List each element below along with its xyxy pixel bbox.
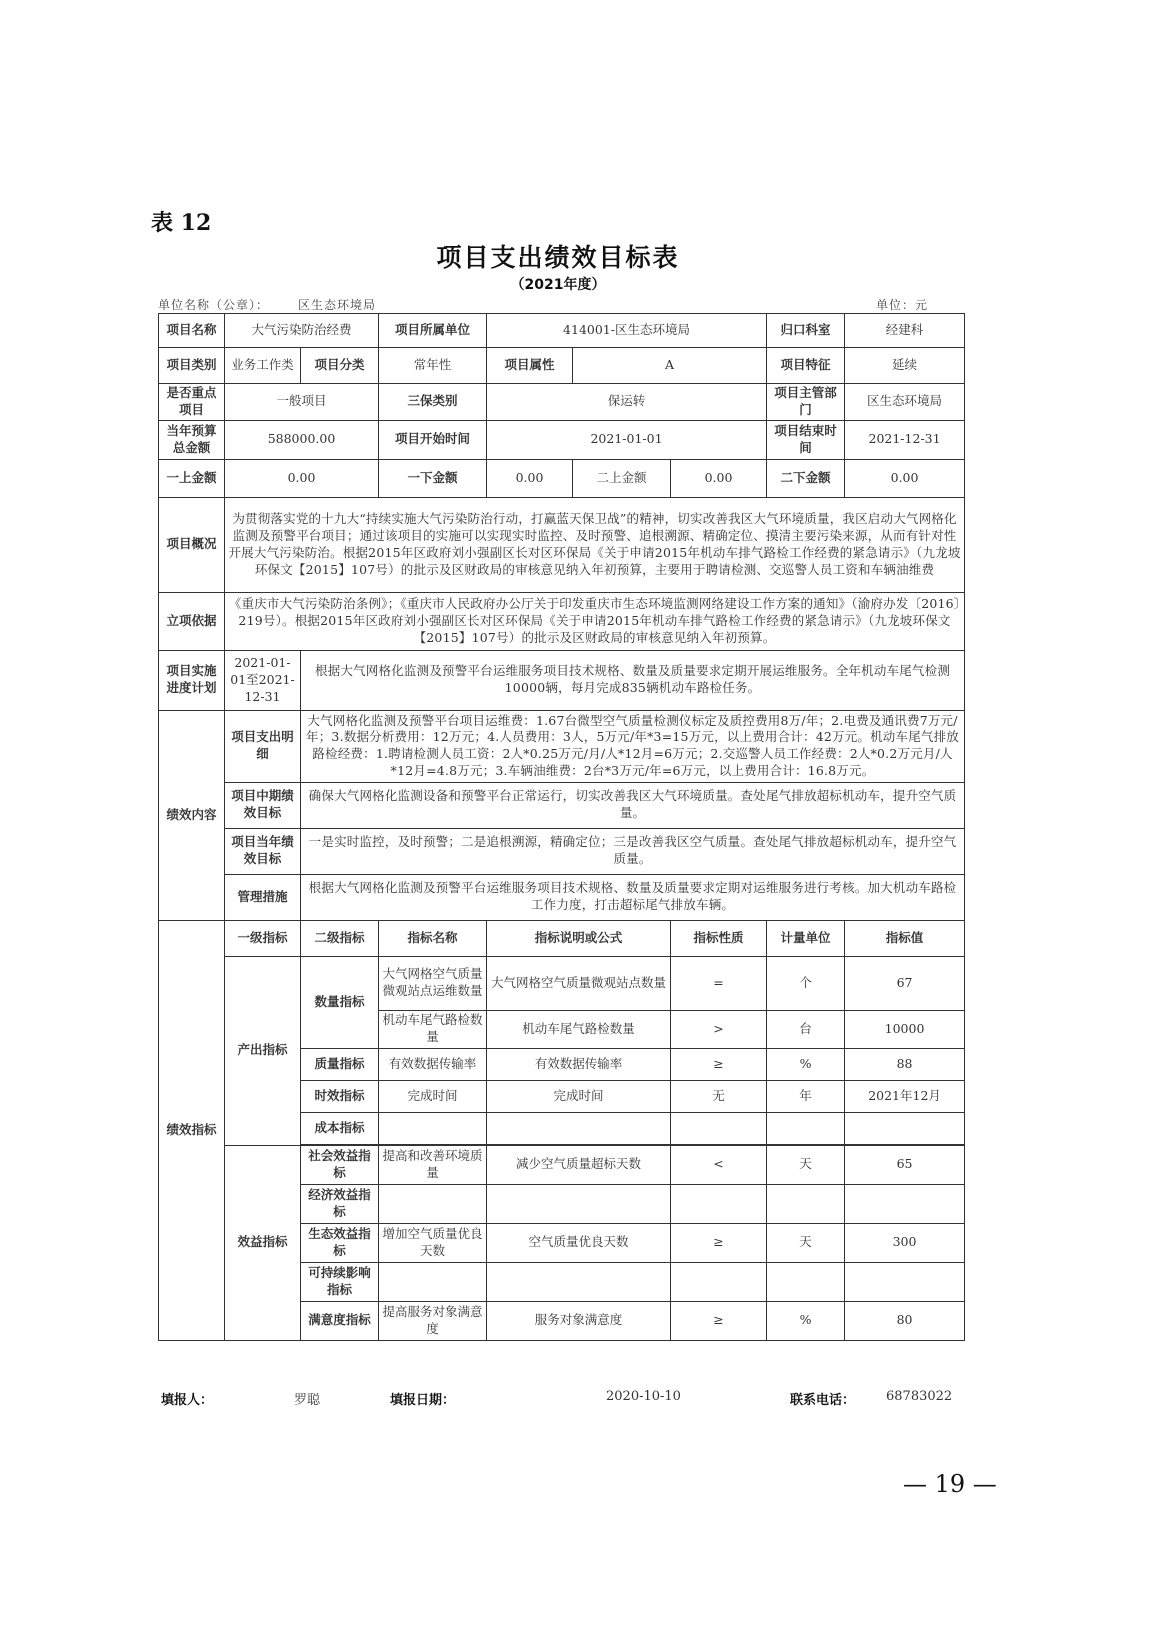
label-up2: 二上金额 [573, 459, 671, 497]
level2-economic: 经济效益指标 [301, 1184, 379, 1223]
indicator-name-empty [379, 1262, 487, 1301]
fill-date: 2020-10-10 [606, 1389, 681, 1404]
label-down2: 二下金额 [767, 459, 845, 497]
project-unit: 414001-区生态环境局 [487, 314, 767, 348]
indicator-value: 10000 [845, 1010, 965, 1048]
label-mid-target: 项目中期绩效目标 [225, 782, 301, 828]
label-classification: 项目分类 [301, 348, 379, 384]
key-project: 一般项目 [225, 384, 379, 421]
indicator-value: 2021年12月 [845, 1080, 965, 1112]
label-category: 项目类别 [159, 348, 225, 384]
indicator-desc-empty [487, 1112, 671, 1144]
label-authority: 项目主管部门 [767, 384, 845, 421]
label-key-project: 是否重点项目 [159, 384, 225, 421]
up2-amount: 0.00 [671, 459, 767, 497]
label-start-time: 项目开始时间 [379, 420, 487, 459]
year-target: 一是实时监控，及时预警；二是追根溯源，精确定位；三是改善我区空气质量。查处尾气排放超标机动车，提升空气质量。 [301, 828, 965, 874]
header-value: 指标值 [845, 920, 965, 956]
indicator-nature: < [671, 1145, 767, 1184]
expense-detail: 大气网格化监测及预警平台项目运维费：1.67台微型空气质量检测仪标定及质控费用8万/年；2.电费及通讯费7万元/年；3.数据分析费用：12万元；4.人员费用：3人，5万元/年*3=15万元，以上费用合计：42万元。机动车尾气排放路检经费：1.聘请检测人员工资：2人*0.25万元/月/人*12月=6万元；2.交巡警人员工作经费：2人*0.2万元月/人*12月=4.8万元；3.车辆油维费：2台*3万元/年=6万元，以上费用合计：16.8万元。 [301, 710, 965, 782]
indicator-name: 大气网格空气质量微观站点运维数量 [379, 956, 487, 1010]
indicator-desc: 空气质量优良天数 [487, 1223, 671, 1262]
level1-output: 产出指标 [225, 956, 301, 1145]
label-project-unit: 项目所属单位 [379, 314, 487, 348]
level2-cost: 成本指标 [301, 1112, 379, 1144]
mid-target: 确保大气网格化监测设备和预警平台正常运行，切实改善我区大气环境质量。查处尾气排放超标机动车，提升空气质量。 [301, 782, 965, 828]
indicator-nature: ≥ [671, 1048, 767, 1080]
indicator-unit-empty [767, 1112, 845, 1144]
label-up1: 一上金额 [159, 459, 225, 497]
header-description: 指标说明或公式 [487, 920, 671, 956]
label-overview: 项目概况 [159, 497, 225, 592]
indicator-value-empty [845, 1262, 965, 1301]
project-name: 大气污染防治经费 [225, 314, 379, 348]
indicator-name: 提高服务对象满意度 [379, 1301, 487, 1340]
indicator-name: 完成时间 [379, 1080, 487, 1112]
level2-sustainable: 可持续影响指标 [301, 1262, 379, 1301]
label-attribute: 项目属性 [487, 348, 573, 384]
dept: 经建科 [845, 314, 965, 348]
end-time: 2021-12-31 [845, 420, 965, 459]
indicator-desc-empty [487, 1184, 671, 1223]
indicator-name: 机动车尾气路检数量 [379, 1010, 487, 1048]
indicator-unit: 天 [767, 1223, 845, 1262]
indicator-nature: = [671, 956, 767, 1010]
indicator-nature-empty [671, 1112, 767, 1144]
form-year: （2021年度） [510, 277, 606, 293]
level2-quantity: 数量指标 [301, 956, 379, 1048]
down2-amount: 0.00 [845, 459, 965, 497]
indicator-value: 80 [845, 1301, 965, 1340]
management: 根据大气网格化监测及预警平台运维服务项目技术规格、数量及质量要求定期对运维服务进行考核。加大机动车路检工作力度，打击超标尾气排放车辆。 [301, 874, 965, 920]
indicator-unit-empty [767, 1184, 845, 1223]
label-down1: 一下金额 [379, 459, 487, 497]
header-unit: 计量单位 [767, 920, 845, 956]
label-end-time: 项目结束时间 [767, 420, 845, 459]
indicator-desc: 减少空气质量超标天数 [487, 1145, 671, 1184]
indicator-nature: > [671, 1010, 767, 1048]
level2-satisfaction: 满意度指标 [301, 1301, 379, 1340]
category: 业务工作类 [225, 348, 301, 384]
indicator-value: 300 [845, 1223, 965, 1262]
up1-amount: 0.00 [225, 459, 379, 497]
phone-number: 68783022 [886, 1389, 953, 1404]
attribute: A [573, 348, 767, 384]
label-dept: 归口科室 [767, 314, 845, 348]
indicator-unit: 台 [767, 1010, 845, 1048]
indicator-unit: 个 [767, 956, 845, 1010]
basis: 《重庆市大气污染防治条例》；《重庆市人民政府办公厅关于印发重庆市生态环境监测网络建设工作方案的通知》（渝府办发〔2016〕219号）。根据2015年区政府刘小强副区长对区环保局《关于申请2015年机动车排气路检工作经费的紧急请示》（九龙坡环保文【2015】107号）的批示及区财政局的审核意见纳入年初预算。 [225, 592, 965, 650]
filler-label: 填报人： [161, 1393, 214, 1408]
unit-name-label: 单位名称（公章）： [158, 298, 270, 312]
indicator-unit: % [767, 1301, 845, 1340]
indicator-name: 提高和改善环境质量 [379, 1145, 487, 1184]
indicator-name-empty [379, 1112, 487, 1144]
indicator-nature-empty [671, 1184, 767, 1223]
indicator-desc: 服务对象满意度 [487, 1301, 671, 1340]
start-time: 2021-01-01 [487, 420, 767, 459]
down1-amount: 0.00 [487, 459, 573, 497]
classification: 常年性 [379, 348, 487, 384]
three-guarantee: 保运转 [487, 384, 767, 421]
label-budget: 当年预算总金额 [159, 420, 225, 459]
indicator-nature-empty [671, 1262, 767, 1301]
label-expense-detail: 项目支出明细 [225, 710, 301, 782]
level2-ecological: 生态效益指标 [301, 1223, 379, 1262]
level2-timeliness: 时效指标 [301, 1080, 379, 1112]
indicator-nature: ≥ [671, 1301, 767, 1340]
indicator-value: 65 [845, 1145, 965, 1184]
phone-label: 联系电话： [790, 1393, 856, 1408]
filler-name: 罗聪 [294, 1393, 321, 1408]
level2-social: 社会效益指标 [301, 1145, 379, 1184]
form-title: 项目支出绩效目标表 [436, 243, 680, 272]
label-three-guarantee: 三保类别 [379, 384, 487, 421]
date-label: 填报日期： [390, 1393, 456, 1408]
label-year-target: 项目当年绩效目标 [225, 828, 301, 874]
overview: 为贯彻落实党的十九大“持续实施大气污染防治行动，打赢蓝天保卫战”的精神，切实改善我区大气环境质量，我区启动大气网格化监测及预警平台项目；通过该项目的实施可以实现实时监控、及时预警、追根溯源、精确定位、摸清主要污染来源，从而有针对性开展大气污染防治。根据2015年区政府刘小强副区长对区环保局《关于申请2015年机动车排气路检工作经费的紧急请示》（九龙坡环保文【2015】107号）的批示及区财政局的审核意见纳入年初预算，主要用于聘请检测、交巡警人员工资和车辆油维费 [225, 497, 965, 592]
indicator-desc: 完成时间 [487, 1080, 671, 1112]
indicator-desc: 机动车尾气路检数量 [487, 1010, 671, 1048]
plan-text: 根据大气网格化监测及预警平台运维服务项目技术规格、数量及质量要求定期开展运维服务。全年机动车尾气检测10000辆，每月完成835辆机动车路检任务。 [301, 650, 965, 710]
page-number: — 19 — [903, 1470, 997, 1498]
indicator-desc: 大气网格空气质量微观站点数量 [487, 956, 671, 1010]
indicator-value: 67 [845, 956, 965, 1010]
performance-table [158, 313, 965, 1341]
label-feature: 项目特征 [767, 348, 845, 384]
budget: 588000.00 [225, 420, 379, 459]
indicator-name: 有效数据传输率 [379, 1048, 487, 1080]
indicator-nature: ≥ [671, 1223, 767, 1262]
indicator-value: 88 [845, 1048, 965, 1080]
feature: 延续 [845, 348, 965, 384]
level2-quality: 质量指标 [301, 1048, 379, 1080]
label-perf-content: 绩效内容 [159, 710, 225, 920]
label-basis: 立项依据 [159, 592, 225, 650]
unit-name-value: 区生态环境局 [298, 298, 377, 312]
table-number: 表 12 [151, 210, 212, 236]
indicator-desc: 有效数据传输率 [487, 1048, 671, 1080]
header-level2: 二级指标 [301, 920, 379, 956]
indicator-name: 增加空气质量优良天数 [379, 1223, 487, 1262]
label-management: 管理措施 [225, 874, 301, 920]
indicator-unit: % [767, 1048, 845, 1080]
header-indicator-name: 指标名称 [379, 920, 487, 956]
label-plan: 项目实施进度计划 [159, 650, 225, 710]
indicator-value-empty [845, 1184, 965, 1223]
header-level1: 一级指标 [225, 920, 301, 956]
indicator-desc-empty [487, 1262, 671, 1301]
indicator-nature: 无 [671, 1080, 767, 1112]
level1-benefit: 效益指标 [225, 1145, 301, 1340]
header-nature: 指标性质 [671, 920, 767, 956]
label-project-name: 项目名称 [159, 314, 225, 348]
indicator-value-empty [845, 1112, 965, 1144]
indicator-unit-empty [767, 1262, 845, 1301]
plan-period: 2021-01-01至2021-12-31 [225, 650, 301, 710]
indicator-name-empty [379, 1184, 487, 1223]
authority: 区生态环境局 [845, 384, 965, 421]
indicator-unit: 天 [767, 1145, 845, 1184]
currency-unit: 单位：元 [876, 298, 929, 312]
indicator-unit: 年 [767, 1080, 845, 1112]
label-perf-indicator: 绩效指标 [159, 920, 225, 1340]
